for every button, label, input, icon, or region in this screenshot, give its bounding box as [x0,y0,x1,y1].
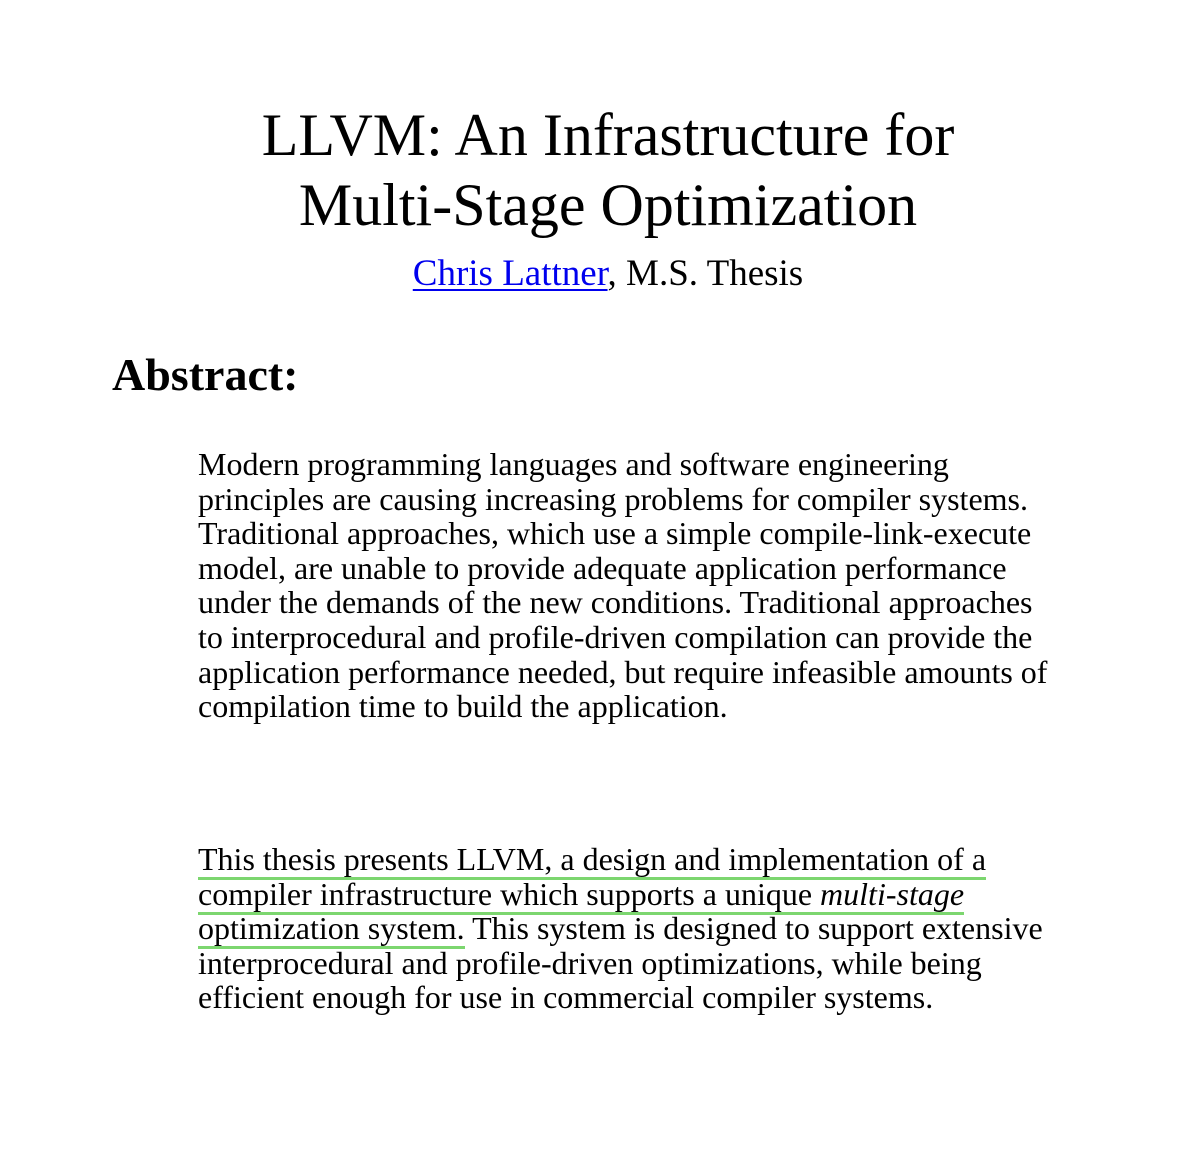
abstract-paragraph-2 [198,842,1058,1015]
title-line-2: Multi-Stage Optimization [298,172,918,238]
paragraph-2-rest: This system is designed to support extensive interprocedural and profile-driven optimizations, while being efficient enough for use in commercial compiler systems. [198,910,1043,1016]
byline [0,250,1200,298]
emphasis-multi-stage: multi-stage [820,875,965,912]
highlight-text-a: This thesis presents LLVM, a design and implementation of a compiler infrastructure which supports a unique [198,841,987,912]
page-title [0,100,1200,240]
byline-suffix: , M.S. Thesis [607,253,804,294]
abstract-heading: Abstract: [112,349,299,400]
title-line-1: LLVM: An Infrastructure for [261,102,955,168]
highlight-text-b: optimization system. [198,910,465,947]
abstract-paragraph-1: Modern programming languages and software engineering principles are causing increasing problems for compiler systems. Traditional approaches, which use a simple compile-link-execute model, are unable to provide adequate application performance under the demands of the new conditions. Traditional approaches to interprocedural and profile-driven compilation can provide the application performance needed, but require infeasible amounts of compilation time to build the application. [198,446,1048,725]
author-link[interactable]: Chris Lattner [412,253,608,294]
